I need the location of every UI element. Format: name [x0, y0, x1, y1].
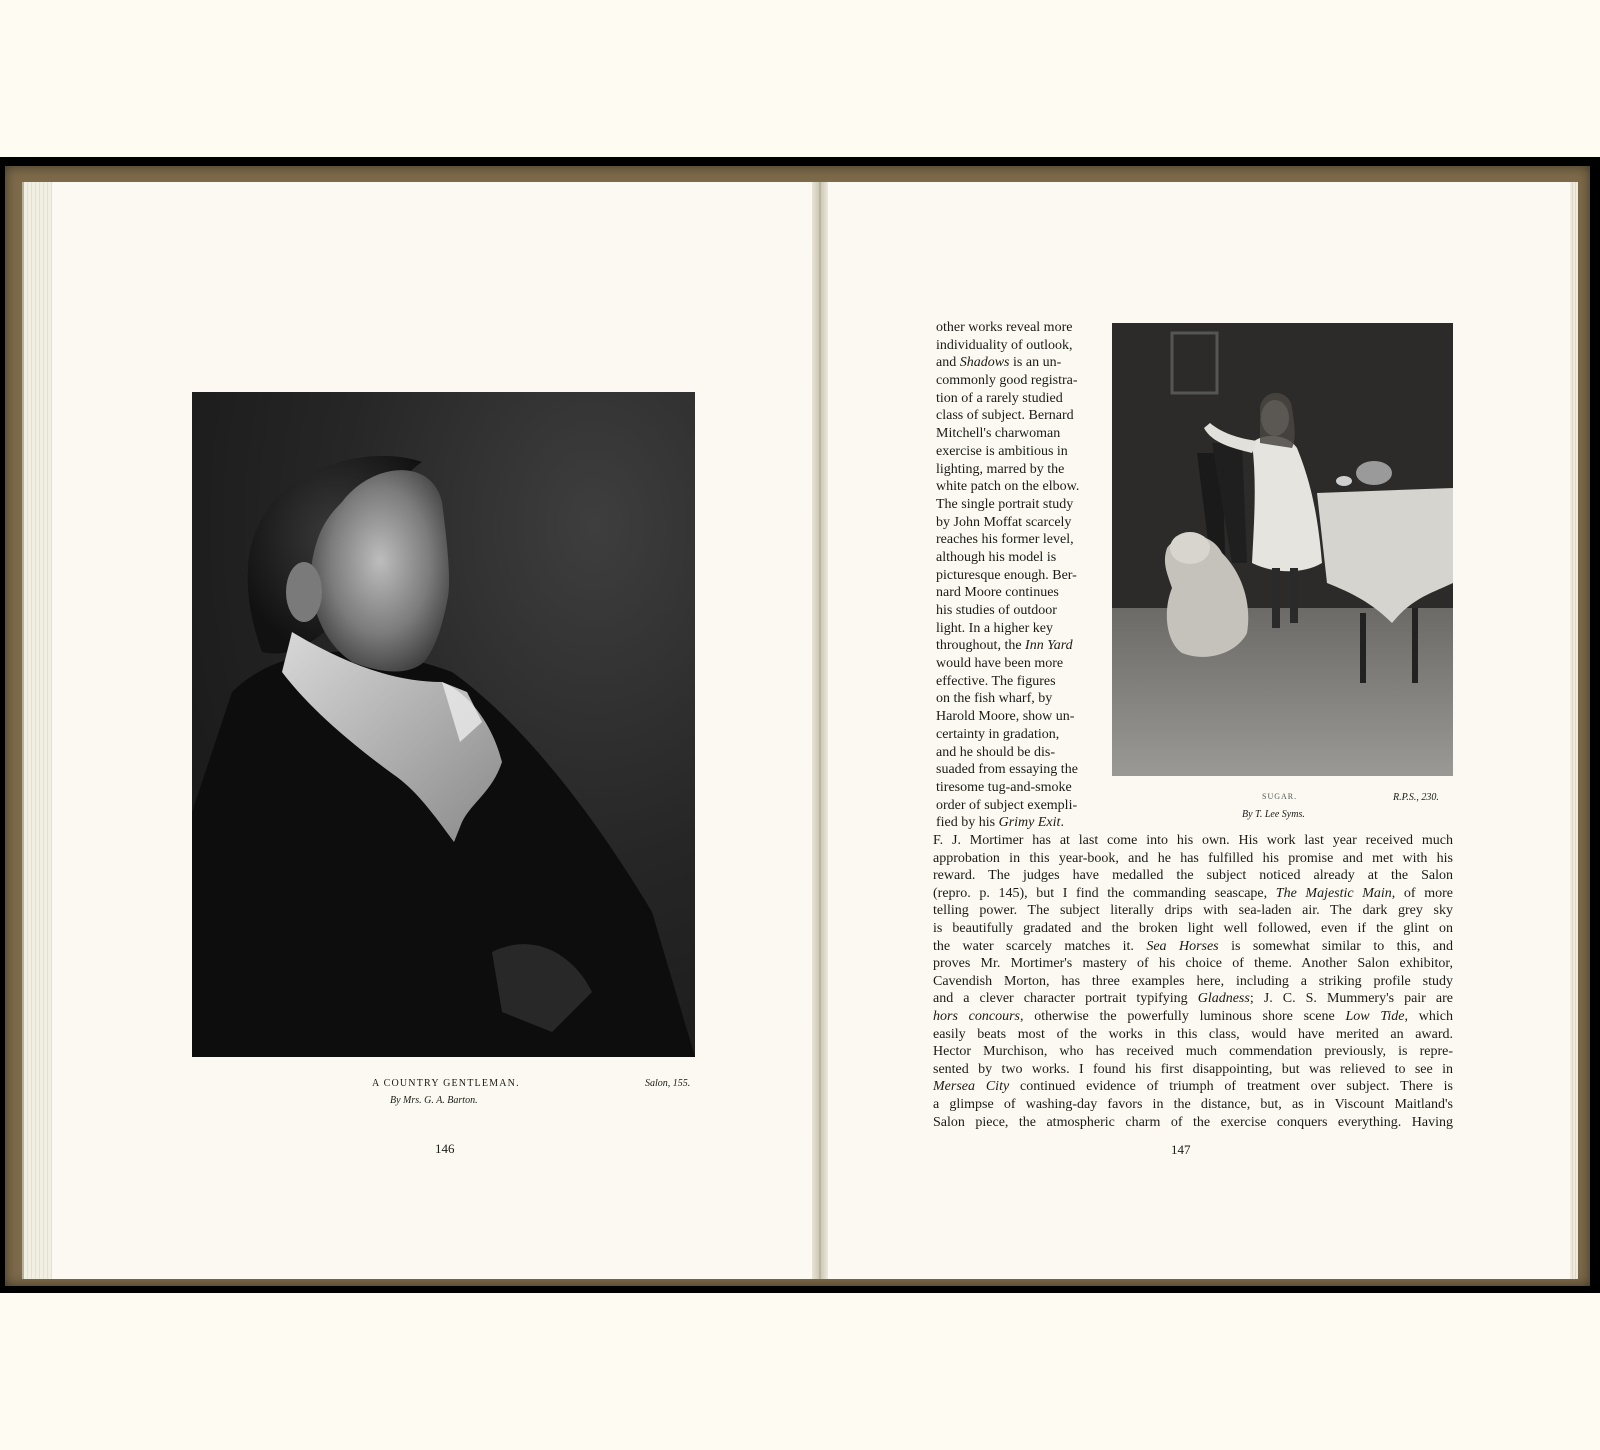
- caption-exhibition-ref: Salon, 155.: [645, 1078, 691, 1089]
- text-line: The single portrait study: [936, 496, 1074, 512]
- text-line: the water scarcely matches it. Sea Horses is somewhat similar to this, and: [933, 938, 1453, 954]
- page-number: 146: [435, 1141, 455, 1156]
- caption-title: SUGAR.: [1262, 792, 1298, 801]
- text-line: throughout, the Inn Yard: [936, 638, 1073, 654]
- text-line: Cavendish Morton, has three examples here, including a striking profile study: [933, 973, 1453, 989]
- text-line: nard Moore continues: [936, 585, 1059, 601]
- caption-title: A COUNTRY GENTLEMAN.: [372, 1078, 520, 1089]
- text-line: reaches his former level,: [936, 532, 1074, 548]
- text-line: easily beats most of the works in this class, would have merited an award.: [933, 1026, 1453, 1042]
- text-line: hors concours, otherwise the powerfully luminous shore scene Low Tide, which: [933, 1008, 1453, 1024]
- text-line: Harold Moore, show un-: [936, 709, 1075, 725]
- text-line: and he should be dis-: [936, 744, 1055, 760]
- text-line: is beautifully gradated and the broken light well followed, even if the glint on: [933, 920, 1453, 936]
- text-line: individuality of outlook,: [936, 337, 1073, 353]
- text-line: tion of a rarely studied: [936, 390, 1063, 406]
- text-line: light. In a higher key: [936, 620, 1054, 636]
- text-line: and a clever character portrait typifying Gladness; J. C. S. Mummery's pair are: [933, 991, 1453, 1007]
- page-edges-right: [1570, 182, 1578, 1279]
- text-line: suaded from essaying the: [936, 762, 1078, 778]
- text-line: tiresome tug-and-smoke: [936, 779, 1072, 795]
- text-line: Salon piece, the atmospheric charm of the exercise conquers everything. Having: [933, 1114, 1453, 1130]
- text-line: (repro. p. 145), but I find the commanding seascape, The Majestic Main, of more: [933, 885, 1453, 901]
- text-line: approbation in this year-book, and he has fulfilled his promise and met with his: [933, 850, 1453, 866]
- page-number: 147: [1171, 1142, 1191, 1157]
- text-line: commonly good registra-: [936, 373, 1078, 389]
- text-line: effective. The figures: [936, 673, 1056, 689]
- portrait-photograph: [192, 392, 695, 1057]
- caption-author: By T. Lee Syms.: [1242, 809, 1305, 820]
- text-line: would have been more: [936, 656, 1064, 672]
- text-line: fied by his Grimy Exit.: [936, 815, 1064, 831]
- text-line: lighting, marred by the: [936, 461, 1065, 477]
- text-line: picturesque enough. Ber-: [936, 567, 1077, 583]
- text-line: F. J. Mortimer has at last come into his own. His work last year received much: [933, 833, 1453, 848]
- text-line: certainty in gradation,: [936, 726, 1060, 742]
- text-line: sented by two works. I found his first disappointing, but was relieved to see in: [933, 1061, 1453, 1077]
- text-line: Mersea City continued evidence of triumph of treatment over subject. There is: [933, 1079, 1453, 1095]
- body-text-full-width: [933, 832, 1453, 1131]
- text-line: his studies of outdoor: [936, 603, 1057, 618]
- text-line: reward. The judges have medalled the subject noticed already at the Salon: [933, 868, 1453, 884]
- text-line: class of subject. Bernard: [936, 408, 1074, 424]
- caption-exhibition-ref: R.P.S., 230.: [1393, 792, 1439, 803]
- caption-author: By Mrs. G. A. Barton.: [390, 1095, 478, 1106]
- text-line: order of subject exempli-: [936, 797, 1078, 813]
- book-gutter: [812, 182, 828, 1279]
- text-line: other works reveal more: [936, 320, 1073, 335]
- text-line: Hector Murchison, who has received much commendation previously, is repre-: [933, 1044, 1453, 1060]
- text-line: telling power. The subject literally drips with sea-laden air. The dark grey sky: [933, 903, 1453, 919]
- girl-and-dog-photograph: [1112, 323, 1453, 776]
- text-line: on the fish wharf, by: [936, 691, 1053, 707]
- text-line: Mitchell's charwoman: [936, 426, 1061, 442]
- text-line: and Shadows is an un-: [936, 355, 1062, 371]
- text-line: white patch on the elbow.: [936, 479, 1080, 495]
- text-line: proves Mr. Mortimer's mastery of his choice of theme. Another Salon exhibitor,: [933, 956, 1453, 972]
- text-line: a glimpse of washing-day favors in the distance, but, as in Viscount Maitland's: [933, 1096, 1453, 1112]
- body-text-narrow-column: [936, 319, 1095, 832]
- text-line: exercise is ambitious in: [936, 443, 1068, 459]
- text-line: although his model is: [936, 549, 1057, 565]
- text-line: by John Moffat scarcely: [936, 514, 1072, 530]
